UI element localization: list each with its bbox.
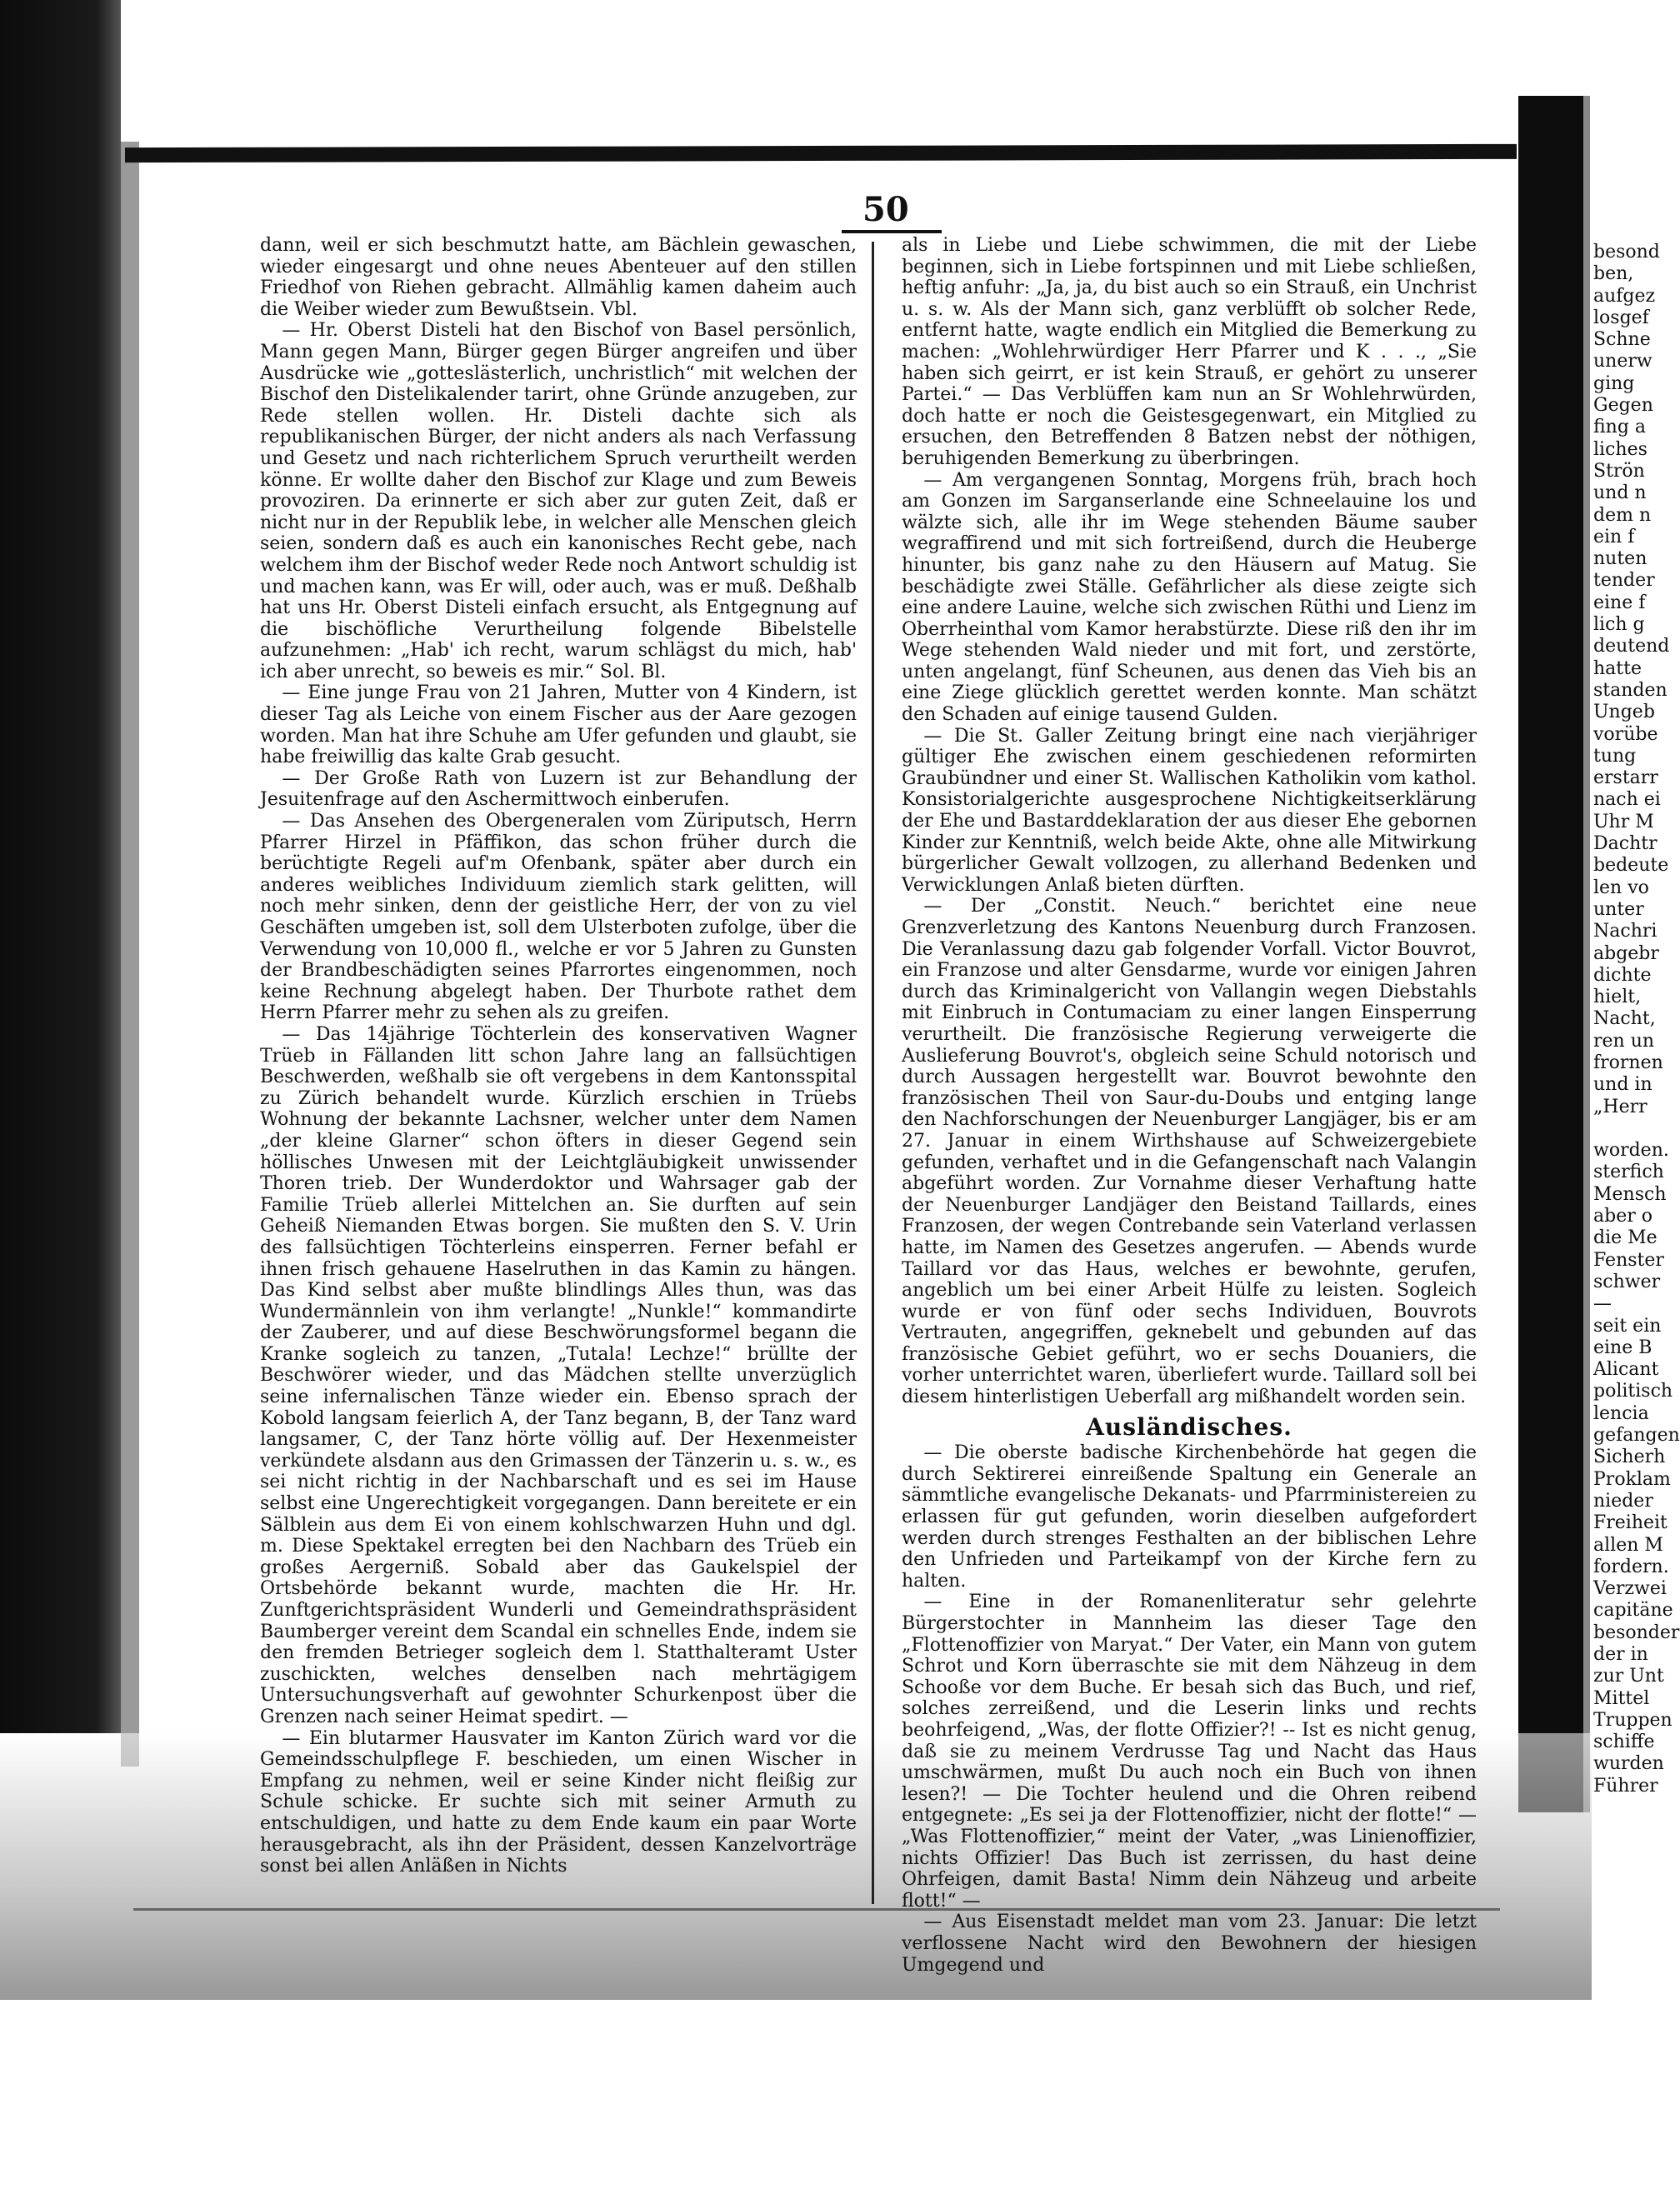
fragment-line: Strön [1593, 460, 1645, 482]
fragment-line: ein f [1593, 526, 1635, 547]
fragment-line: abgebr [1593, 942, 1659, 964]
section-heading: Ausländisches. [1086, 1412, 1292, 1441]
right-column [902, 235, 1477, 1976]
fragment-line: Schne [1593, 329, 1651, 351]
fragment-line: nuten [1593, 548, 1648, 570]
article-paragraph: — Eine in der Romanenliteratur sehr gelehrte Bürgerstochter in Mannheim las dieser Tage den „Flottenoffizier von Maryat.“ Der Vater, ein Mann von gutem Schrot und Korn überraschte sie mit dem Nähzeug in dem Schooße vor dem Buche. Er besah sich das Buch, und rief, solches zerreißend, und die Leserin links und rechts beohrfeigend, „Was, der flotte Offizier?! -- Ist es nicht genug, daß sie zu meinem Verdrusse Tag und Nacht das Haus umschwärmen, mußt Du auch noch ein Buch von ihnen lesen?! — Die Tochter heulend und die Ohren reibend entgegnete: „Es sei ja der Flottenoffizier, nicht der flotte!“ — „Was Flottenoffizier,“ meint der Vater, „was Linienoffizier, nichts Offizier! Das Buch ist zerrissen, du hast deine Ohrfeigen, damit Basta! Nimm dein Nähzeug und arbeite flott!“ — [902, 1592, 1477, 1912]
fragment-line: nieder [1593, 1490, 1653, 1512]
article-paragraph: — Ein blutarmer Hausvater im Kanton Zürich ward vor die Gemeindsschulpflege F. beschieden, um einen Wischer in Empfang zu nehmen, weil er seine Kinder nicht fleißig zur Schule schicke. Er suchte sich mit seiner Armuth zu entschuldigen, und hatte zu dem Ende kaum ein paar Worte herausgebracht, als ihn der Präsident, dessen Kanzelvorträge sonst bei allen Anläßen in Nichts [260, 1727, 857, 1877]
fragment-line: besonder [1593, 1622, 1680, 1643]
fragment-line: fordern. [1593, 1556, 1669, 1577]
fragment-line: Freiheit [1593, 1512, 1668, 1534]
fragment-line: schwer [1593, 1271, 1661, 1292]
article-paragraph: — Der Große Rath von Luzern ist zur Behandlung der Jesuitenfrage auf den Aschermittwoch einberufen. [260, 767, 857, 811]
fragment-line: „Herr [1593, 1096, 1648, 1117]
fragment-line: fing a [1593, 417, 1647, 438]
fragment-line: Dachtr [1593, 833, 1658, 855]
scan-border-top [125, 144, 1517, 162]
article-paragraph: dann, weil er sich beschmutzt hatte, am Bächlein gewaschen, wieder eingesargt und ohne neues Abenteuer auf den stillen Friedhof von Riehen gebracht. Allmählig kamen daheim auch die Weiber wieder zum Bewußtsein. Vbl. [260, 235, 857, 320]
fragment-line: frornen [1593, 1052, 1663, 1073]
fragment-line: — [1593, 1293, 1612, 1315]
left-column [260, 235, 857, 1877]
fragment-line: tender [1593, 570, 1655, 592]
fragment-line: ging [1593, 372, 1635, 394]
fragment-line: und n [1593, 482, 1647, 504]
fragment-line: Alicant [1593, 1359, 1659, 1381]
fragment-line: besond [1593, 242, 1660, 262]
fragment-line: und in [1593, 1074, 1652, 1096]
fragment-line: worden. [1593, 1140, 1669, 1162]
fragment-line: Proklam [1593, 1468, 1671, 1490]
fragment-line: dem n [1593, 504, 1652, 526]
fragment-line: sterfich [1593, 1162, 1664, 1183]
column-divider [872, 242, 874, 1904]
fragment-line: standen [1593, 679, 1668, 701]
fragment-line: Sicherh [1593, 1447, 1666, 1468]
article-paragraph: — Eine junge Frau von 21 Jahren, Mutter von 4 Kindern, ist dieser Tag als Leiche von einem Fischer aus der Aare gezogen worden. Man hat ihre Schuhe am Ufer gefunden und glaubt, sie habe freiwillig das kalte Grab gesucht. [260, 682, 857, 768]
fragment-line: zur Unt [1593, 1666, 1664, 1687]
fragment-line: allen M [1593, 1534, 1663, 1556]
fragment-line: hielt, [1593, 987, 1642, 1008]
article-paragraph: — Das 14jährige Töchterlein des konservativen Wagner Trüeb in Fällanden litt schon Jahre lang an fallsüchtigen Beschwerden, weßhalb sie oft vergebens in dem Kantonsspital zu Zürich behandelt wurde. Kürzlich erschien in Trüebs Wohnung der bekannte Lachsner, welcher unter dem Namen „der kleine Glarner“ schon öfters in dieser Gegend sein höllisches Unwesen mit der Leichtgläubigkeit unwissender Thoren trieb. Der Wunderdoktor und Wahrsager gab der Familie Trüeb allerlei Mittelchen an. Sie durften auf sein Geheiß Niemanden Etwas borgen. Sie mußten den S. V. Urin des fallsüchtigen Töchterleins einsperren. Ferner befahl er ihnen frisch gehauene Haselruthen in das Kamin zu hängen. Das Kind selbst aber mußte blindlings Alles thun, was das Wundermännlein von ihm verlangte! „Nunkle!“ kommandirte der Zauberer, und auf diese Beschwörungsformel begann die Kranke sogleich zu tanzen, „Tutala! Lechze!“ brüllte der Beschwörer wieder, und das Mädchen stellte unverzüglich seine infernalischen Tänze wieder ein. Ebenso sprach der Kobold langsam feierlich A, der Tanz begann, B, der Tanz ward langsamer, C, der Tanz hörte völlig auf. Der Hexenmeister verkündete alsdann aus den Grimassen der Tänzerin u. s. w., es sei nicht richtig in der Nachbarschaft und es sei im Hause selbst eine Ungerechtigkeit vorgegangen. Dann bereitete er ein Sälblein aus dem Ei von einem kohlschwarzen Huhn und dgl. m. Diese Spektakel erregten bei den Nachbarn des Trüeb ein großes Aergerniß. Sobald aber das Gaukelspiel der Ortsbehörde bekannt wurde, machten die Hr. Hr. Zunftgerichtspräsident Wunderli und Gemeindrathspräsident Baumberger vereint dem Scandal ein schnelles Ende, indem sie den fremden Betrieger sogleich dem l. Statthalteramt Uster zuschickten, welches denselben nach mehrtägigem Untersuchungsverhaft auf gewohnter Schurkenpost über die Grenzen nach seiner Heimat spedirt. — [260, 1023, 857, 1727]
page-number-rule [842, 230, 942, 233]
fragment-line: Truppen [1593, 1709, 1672, 1731]
fragment-line: ren un [1593, 1030, 1655, 1052]
fragment-line: Nachri [1593, 921, 1658, 942]
fragment-line: ben, [1593, 263, 1634, 285]
article-paragraph: — Die oberste badische Kirchenbehörde hat gegen die durch Sektirerei einreißende Spaltung ein Generale an sämmtliche evangelische Dekanats- und Pfarrministereien zu erlassen für gut gefunden, worin dieselben aufgefordert werden durch strenges Festhalten an der biblischen Lehre den Unfrieden und Parteikampf von der Kirche fern zu halten. [902, 1442, 1477, 1592]
fragment-line: erstarr [1593, 767, 1658, 789]
article-paragraph: — Hr. Oberst Disteli hat den Bischof von Basel persönlich, Mann gegen Mann, Bürger gegen Bürger angreifen und über Ausdrücke wie „gotteslästerlich, unchristlich“ mit welchen der Bischof den Distelikalender tarirt, ohne Gründe anzugeben, zur Rede stellen wollen. Hr. Disteli dachte sich als republikanischen Bürger, der nicht anders als nach Verfassung und Gesetz und nach richterlichem Spruch verurtheilt werden könne. Er wollte daher den Bischof zur Klage und zum Beweis provoziren. Da erinnerte er sich aber zur guten Zeit, daß er nicht nur in der Republik lebe, in welcher alle Menschen gleich seien, sondern daß es auch ein kanonisches Recht gebe, nach welchem ihm der Bischof weder Rede noch Antwort schuldig ist und machen kann, was Er will, oder auch, was er muß. Deßhalb hat uns Hr. Oberst Disteli einfach ersucht, als Entgegnung auf die bischöfliche Verurtheilung folgende Bibelstelle aufzunehmen: „Hab' ich recht, warum schlägst du mich, hab' ich aber unrecht, so beweis es mir.“ Sol. Bl. [260, 320, 857, 682]
next-page-column-fragment [1593, 242, 1680, 1797]
fragment-line: Führer [1593, 1775, 1658, 1797]
fragment-line: lich g [1593, 614, 1645, 636]
fragment-line: gefangen [1593, 1425, 1680, 1447]
fragment-line: tung [1593, 745, 1637, 767]
fragment-line: schiffe [1593, 1732, 1655, 1753]
fragment-line: deutend [1593, 636, 1670, 657]
fragment-line: hatte [1593, 657, 1642, 679]
fragment-line: Nacht, [1593, 1008, 1656, 1030]
fragment-line: aber o [1593, 1206, 1652, 1227]
fragment-line: vorübe [1593, 723, 1658, 745]
fragment-line: losgef [1593, 307, 1649, 328]
article-paragraph: — Die St. Galler Zeitung bringt eine nach vierjähriger gültiger Ehe zwischen einem geschiedenen reformirten Graubündner und einer St. Wallischen Katholikin vom kathol. Konsistorialgerichte ausgesprochene Nichtigkeitserklärung der Ehe und Bastarddeklaration der aus dieser Ehe gebornen Kinder zur Kenntniß, welch beide Akte, ohne alle Mitwirkung bürgerlicher Gewalt vollzogen, zu allerhand Bedenken und Verwicklungen Anlaß bieten dürften. [902, 725, 1477, 896]
article-paragraph: als in Liebe und Liebe schwimmen, die mit der Liebe beginnen, sich in Liebe fortspinnen und mit Liebe schließen, heftig anfuhr: „Ja, ja, du bist auch so ein Strauß, ein Unchrist u. s. w. Als der Mann sich, ganz verblüfft ob solcher Rede, entfernt hatte, wagte endlich ein Mitglied die Bemerkung zu machen: „Wohlehrwürdiger Herr Pfarrer und K . . ., „Sie haben sich geirrt, er ist kein Strauß, er gehört zu unserer Partei.“ — Das Verblüffen kam nun an Sr Wohlehrwürden, doch hatte er noch die Geistesgegenwart, ein Mitglied zu ersuchen, den Betreffenden 8 Batzen nebst der nöthigen, beruhigenden Bemerkung zu überbringen. [902, 235, 1477, 469]
fragment-line: unter [1593, 898, 1644, 920]
fragment-line: len vo [1593, 877, 1649, 898]
fragment-line: eine B [1593, 1337, 1652, 1358]
book-gutter [121, 142, 139, 1767]
fragment-line: der in [1593, 1644, 1648, 1665]
fragment-line: Uhr M [1593, 811, 1654, 832]
fragment-line: Verzwei [1593, 1578, 1667, 1600]
scan-border-left [0, 0, 121, 1733]
fragment-line: eine f [1593, 592, 1646, 613]
article-paragraph: — Am vergangenen Sonntag, Morgens früh, brach hoch am Gonzen im Sarganserlande eine Schneelauine los und wälzte sich, alle ihr im Wege stehenden Bäume sauber wegraffirend und mit sich fortreißend, durch die Heuberge hinunter, bis ganz nahe zu den Häusern auf Matug. Sie beschädigte zwei Ställe. Gefährlicher als diese zeigte sich eine andere Lauine, welche sich zwischen Rüthi und Lienz im Oberrheinthal vom Kamor herabstürzte. Diese riß den ihr im Wege stehenden Wald nieder und mit fort, und zerstörte, unten angelangt, fünf Scheunen, aus denen das Vieh bis an eine Ziege glücklich gerettet werden konnte. Man schätzt den Schaden auf einige tausend Gulden. [902, 469, 1477, 726]
fragment-line: bedeute [1593, 855, 1669, 877]
article-paragraph: — Das Ansehen des Obergeneralen vom Züriputsch, Herrn Pfarrer Hirzel in Pfäffikon, das schon früher durch die berüchtigte Regeli auf'm Ofenbank, später aber durch ein anderes weibliches Individuum ziemlich stark gelitten, will noch mehr sinken, denn der geistliche Herr, der von zu viel Geschäften umgeben ist, soll dem Ulsterboten zufolge, über die Verwendung von 10,000 fl., welche er vor 5 Jahren zu Gunsten der Brandbeschädigten seines Pfarrortes eingenommen, noch keine Rechnung abgelegt haben. Der Thurbote rathet dem Herrn Pfarrer mehr zu sehen als zu greifen. [260, 811, 857, 1024]
fragment-line: politisch [1593, 1381, 1673, 1402]
fragment-line: capitäne [1593, 1600, 1673, 1622]
fragment-line: unerw [1593, 351, 1652, 372]
fragment-line [1593, 1118, 1667, 1140]
article-paragraph: — Aus Eisenstadt meldet man vom 23. Januar: Die letzt verflossene Nacht wird den Bewohnern der hiesigen Umgegend und [902, 1912, 1477, 1976]
fragment-line: wurden [1593, 1753, 1664, 1775]
fragment-line: lencia [1593, 1402, 1649, 1424]
fragment-line: Gegen [1593, 395, 1653, 417]
fragment-line: dichte [1593, 964, 1652, 986]
page-number: 50 [862, 190, 909, 229]
fragment-line: Mittel [1593, 1687, 1650, 1709]
fragment-line: liches [1593, 438, 1648, 460]
page-edge-right [1583, 96, 1590, 1812]
fragment-line: aufgez [1593, 285, 1656, 307]
fragment-line: Ungeb [1593, 702, 1655, 723]
fragment-line: seit ein [1593, 1315, 1662, 1337]
fragment-line: Mensch [1593, 1183, 1667, 1205]
fragment-line: die Me [1593, 1227, 1658, 1249]
fragment-line: Fenster [1593, 1249, 1664, 1271]
scan-border-right [1518, 96, 1585, 1812]
article-paragraph: — Der „Constit. Neuch.“ berichtet eine neue Grenzverletzung des Kantons Neuenburg durch Franzosen. Die Veranlassung dazu gab folgender Vorfall. Victor Bouvrot, ein Franzose und alter Gensdarme, wurde vor einigen Jahren durch das Kriminalgericht von Vallangin wegen Diebstahls mit Einbruch in Contumaciam zu einer langen Einsperrung verurtheilt. Die französische Regierung verweigerte die Auslieferung Bouvrot's, obgleich seine Schuld notorisch und durch Aussagen hergestellt war. Bouvrot bewohnte den französischen Theil von Saur-du-Doubs und entging lange den Nachforschungen der Neuenburger Langjäger, bis er am 27. Januar in einem Wirthshause auf Schweizergebiete gefunden, verhaftet und in die Gefangenschaft nach Valangin abgeführt worden. Zur Vornahme dieser Verhaftung hatte der Neuenburger Landjäger den Beistand Taillards, eines Franzosen, der wegen Contrebande sein Vaterland verlassen hatte, im Namen des Gesetzes angerufen. — Abends wurde Taillard vor das Haus, welches er bewohnte, gerufen, angeblich um bei einer Arbeit Hülfe zu leisten. Sogleich wurde er von fünf oder sechs Individuen, Bouvrots Vertrauten, angegriffen, geknebelt und gebunden auf das französische Gebiet geführt, wo er sechs Douaniers, die vorher unterrichtet waren, überliefert wurde. Taillard soll bei diesem hinterlistigen Ueberfall arg mißhandelt worden sein. [902, 896, 1477, 1408]
fragment-line: nach ei [1593, 789, 1661, 811]
